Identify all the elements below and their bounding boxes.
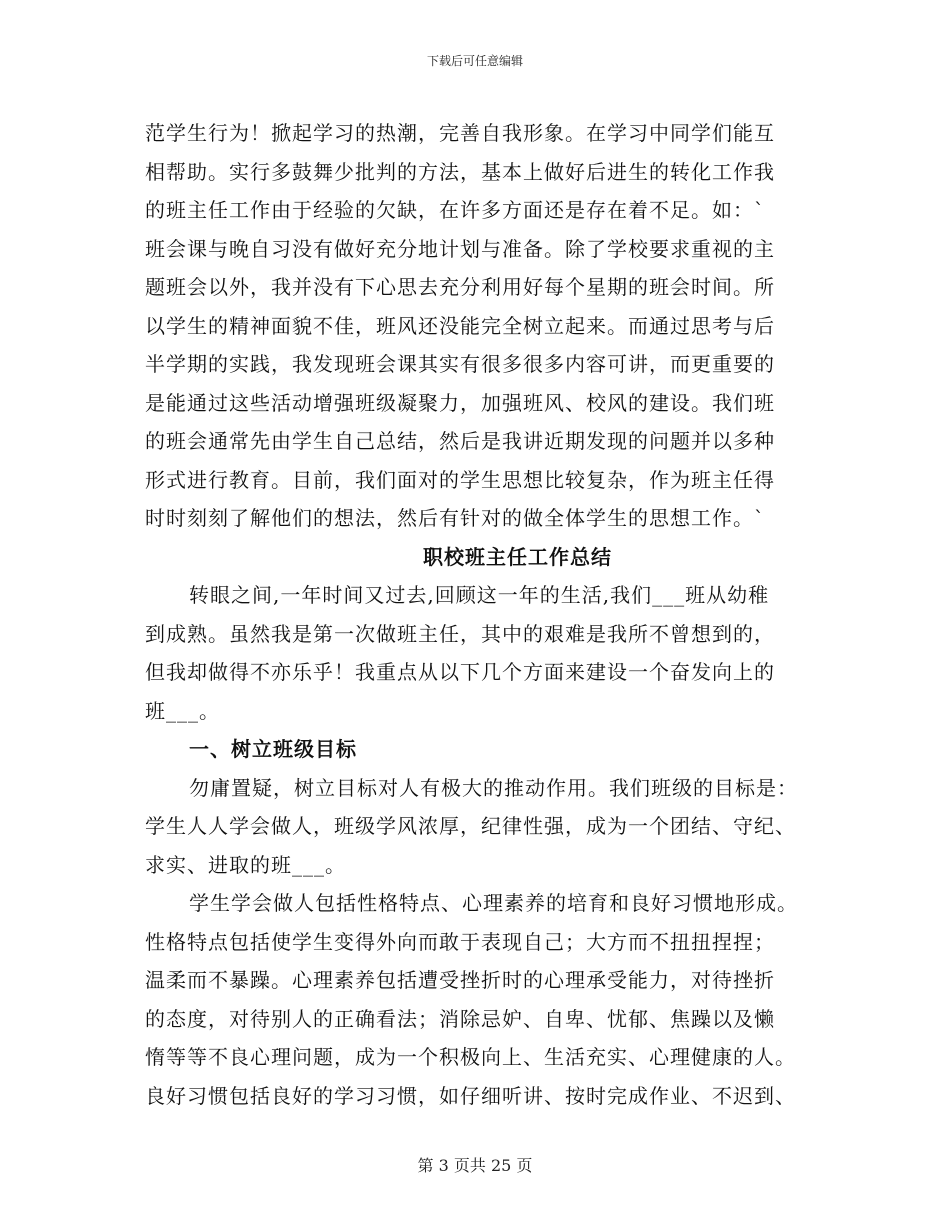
document-body (145, 114, 810, 1115)
page-number: 第 3 页共 25 页 (417, 1156, 533, 1175)
body-line: 良好习惯包括良好的学习习惯，如仔细听讲、按时完成作业、不迟到、 (145, 1083, 796, 1108)
body-line: 班会课与晚自习没有做好充分地计划与准备。除了学校要求重视的主 (145, 236, 775, 261)
body-line: 学生人人学会做人，班级学风浓厚，纪律性强，成为一个团结、守纪、 (145, 814, 796, 838)
subsection-heading: 一、树立班级目标 (189, 737, 357, 761)
body-line: 温柔而不暴躁。心理素养包括遭受挫折时的心理承受能力，对待挫折 (145, 968, 775, 992)
body-line: 到成熟。虽然我是第一次做班主任，其中的艰难是我所不曾想到的， (145, 621, 775, 646)
section-title: 职校班主任工作总结 (423, 544, 612, 569)
body-line: 时时刻刻了解他们的想法，然后有针对的做全体学生的思想工作。` (145, 506, 765, 530)
body-line: 惰等等不良心理问题，成为一个积极向上、生活充实、心理健康的人。 (145, 1045, 796, 1069)
body-line: 但我却做得不亦乐乎！我重点从以下几个方面来建设一个奋发向上的 (145, 660, 775, 684)
body-line: 以学生的精神面貌不佳，班风还没能完全树立起来。而通过思考与后 (145, 313, 775, 338)
body-line: 半学期的实践，我发现班会课其实有很多很多内容可讲，而更重要的 (145, 352, 775, 376)
body-line: 求实、进取的班___。 (145, 852, 346, 877)
body-line: 范学生行为！掀起学习的热潮，完善自我形象。在学习中同学们能互 (145, 121, 775, 145)
body-line: 班___。 (145, 698, 220, 723)
body-line: 转眼之间,一年时间又过去,回顾这一年的生活,我们___班从幼稚 (189, 583, 770, 607)
body-line: 题班会以外，我并没有下心思去充分利用好每个星期的班会时间。所 (145, 275, 775, 299)
page-header-note: 下载后可任意编辑 (426, 54, 523, 68)
body-line: 相帮助。实行多鼓舞少批判的方法，基本上做好后进生的转化工作我 (145, 159, 775, 184)
body-line: 的态度，对待别人的正确看法；消除忌妒、自卑、忧郁、焦躁以及懒 (145, 1006, 775, 1031)
body-line: 是能通过这些活动增强班级凝聚力，加强班风、校风的建设。我们班 (145, 390, 775, 415)
body-line: 性格特点包括使学生变得外向而敢于表现自己；大方而不扭扭捏捏； (145, 929, 775, 954)
body-line: 学生学会做人包括性格特点、心理素养的培育和良好习惯地形成。 (189, 891, 798, 915)
body-line: 的班主任工作由于经验的欠缺，在许多方面还是存在着不足。如：` (145, 198, 765, 222)
body-line: 形式进行教育。目前，我们面对的学生思想比较复杂，作为班主任得 (145, 467, 775, 492)
body-line: 的班会通常先由学生自己总结，然后是我讲近期发现的问题并以多种 (145, 429, 775, 453)
body-line: 勿庸置疑，树立目标对人有极大的推动作用。我们班级的目标是： (189, 775, 798, 800)
